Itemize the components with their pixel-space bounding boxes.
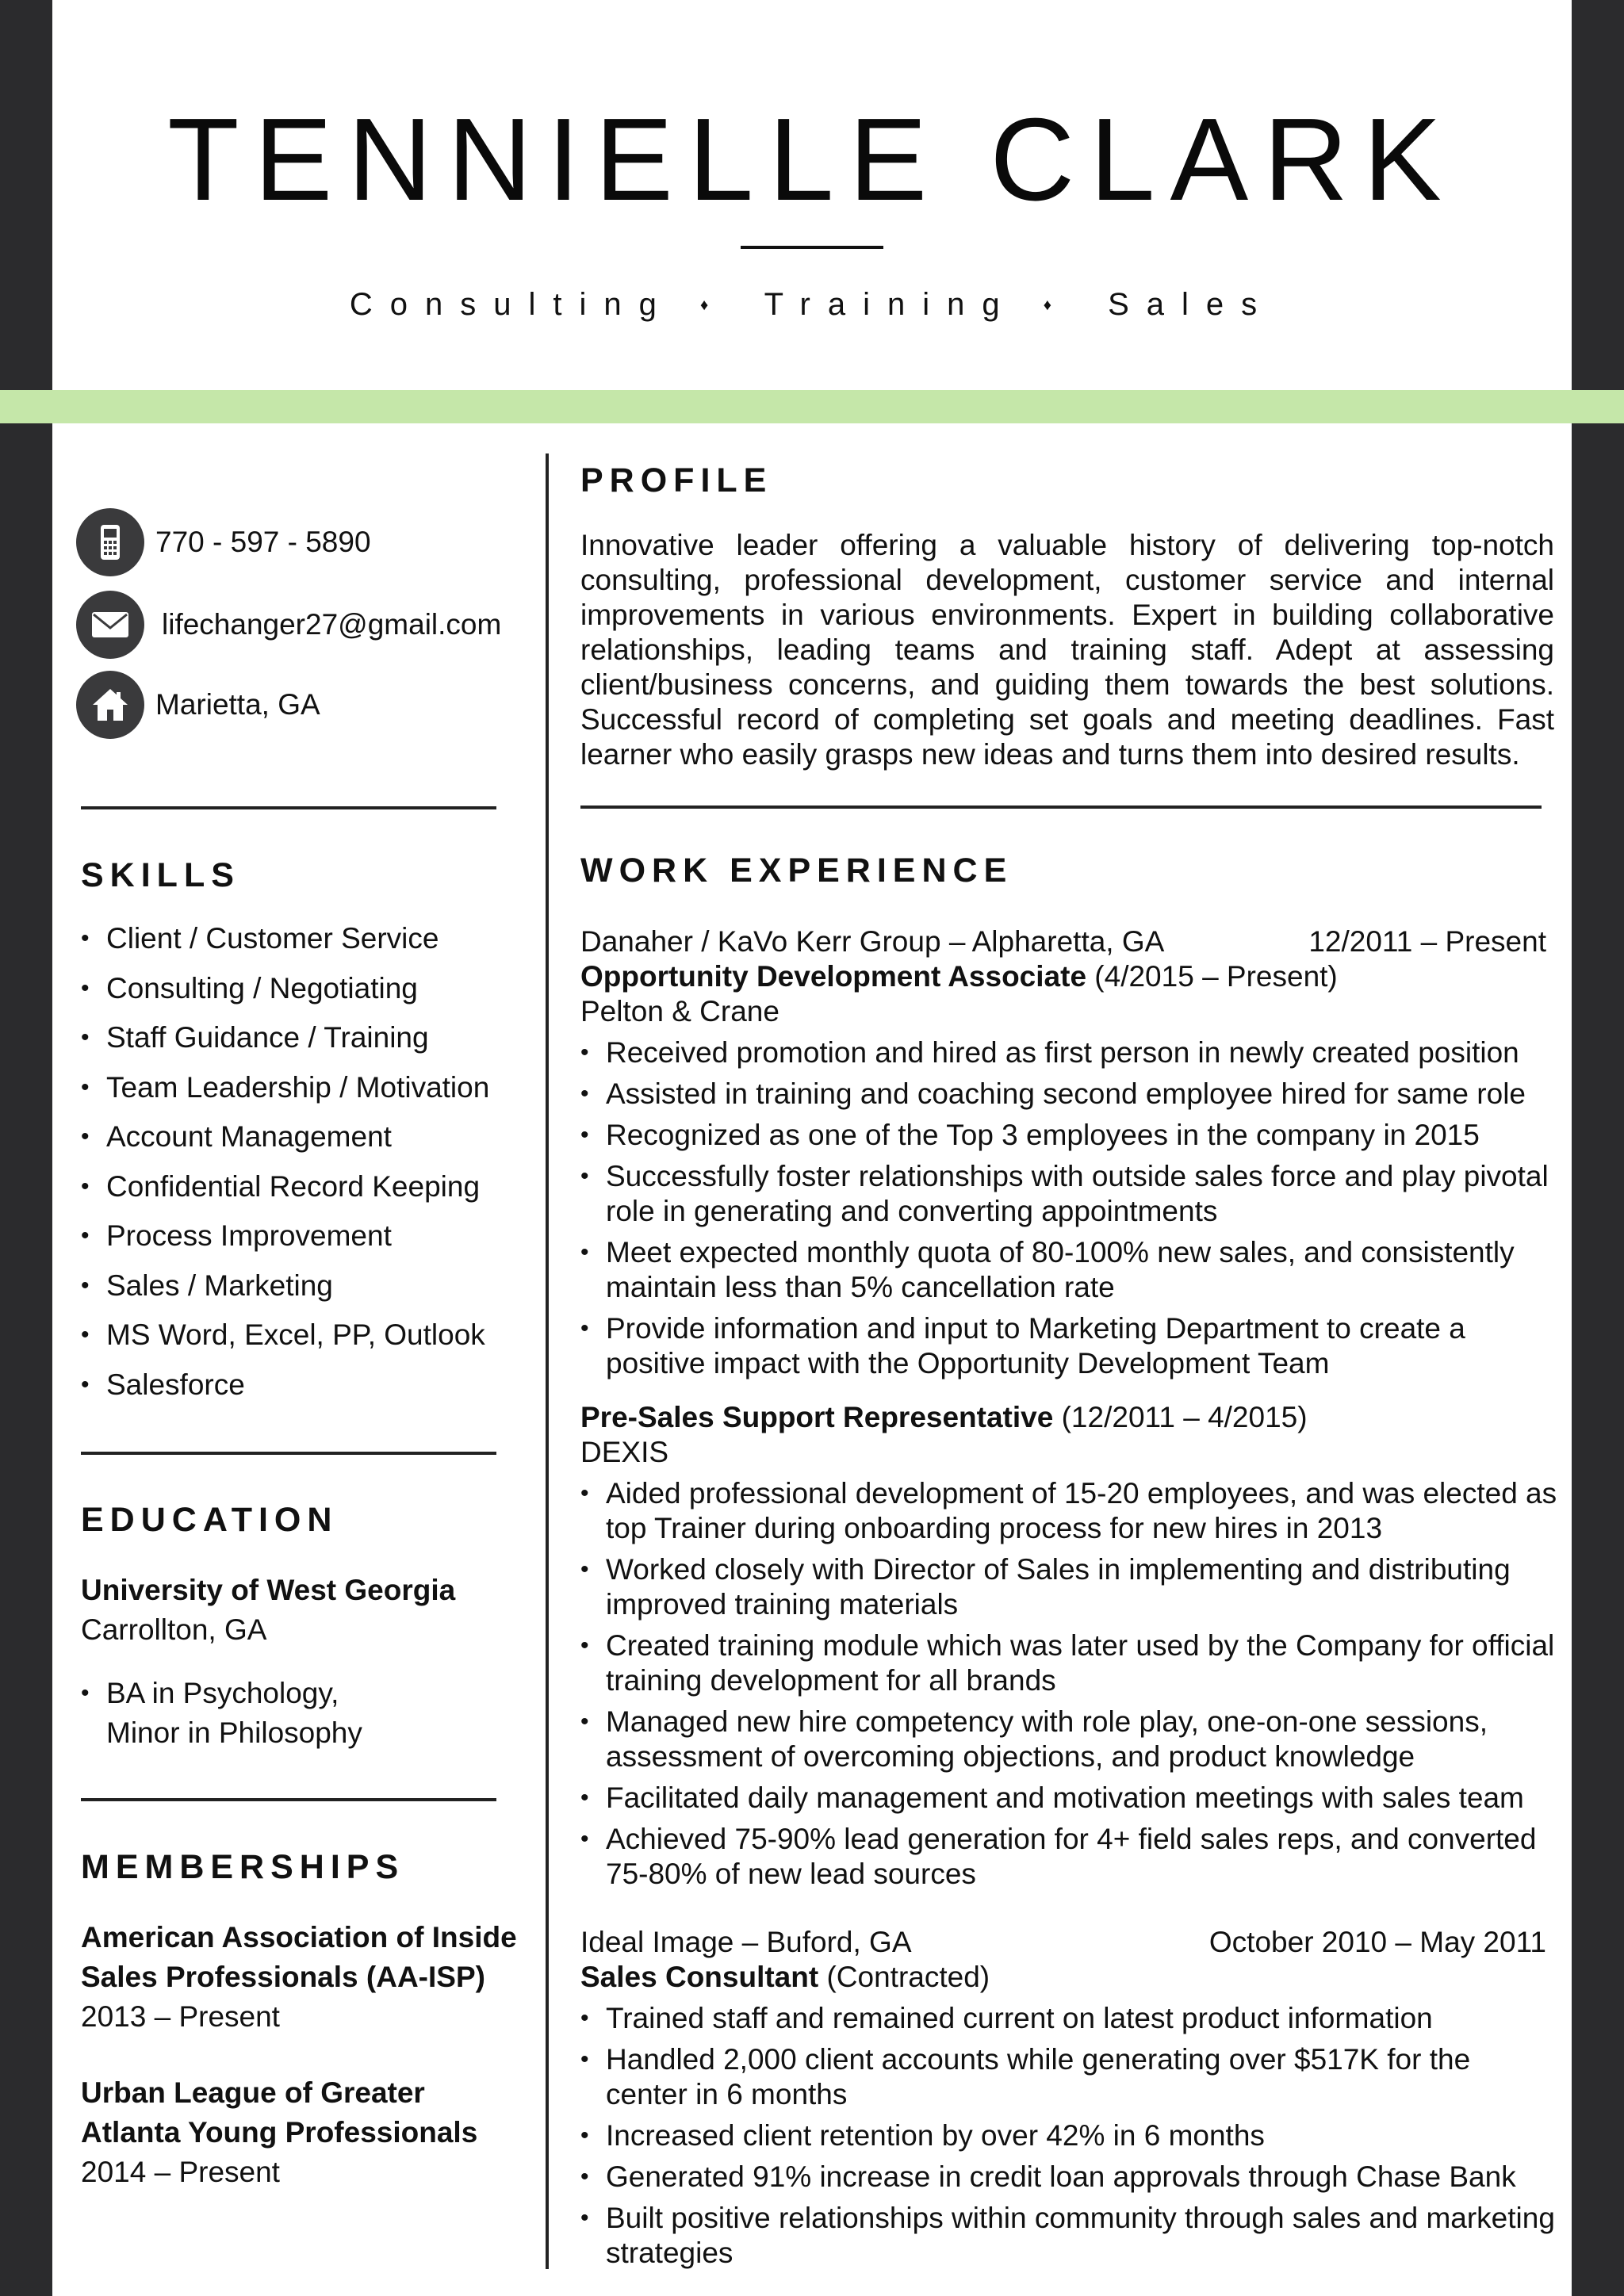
responsibility-item: • Recognized as one of the Top 3 employees in the company in 2015 <box>580 1118 1557 1153</box>
membership-name: Sales Professionals (AA-ISP) <box>81 1961 485 1993</box>
responsibility-item: • Handled 2,000 client accounts while generating over $517K for the center in 6 months <box>580 2042 1557 2112</box>
responsibility-item: • Achieved 75-90% lead generation for 4+ field sales reps, and converted 75-80% of new lead sources <box>580 1822 1557 1892</box>
contact-phone <box>76 508 371 576</box>
resume-header <box>52 0 1572 390</box>
business-unit: Pelton & Crane <box>580 995 779 1027</box>
responsibility-item: • Aided professional development of 15-20 employees, and was elected as top Trainer during onboarding process for new hires in 2013 <box>580 1476 1557 1546</box>
responsibility-item: • Built positive relationships within community through sales and marketing strategies <box>580 2201 1557 2271</box>
divider <box>81 1452 496 1455</box>
skill-item: • Consulting / Negotiating <box>81 971 541 1006</box>
responsibility-list <box>580 1035 1557 1387</box>
degree-minor: Minor in Philosophy <box>106 1716 362 1749</box>
education-heading: EDUCATION <box>81 1501 339 1539</box>
phone-number: 770 - 597 - 5890 <box>155 526 371 558</box>
responsibility-item: • Created training module which was later used by the Company for official training development for all brands <box>580 1628 1557 1698</box>
tagline-item: Consulting <box>349 287 674 322</box>
responsibility-item: • Received promotion and hired as first person in newly created position <box>580 1035 1557 1070</box>
skill-item: • MS Word, Excel, PP, Outlook <box>81 1318 541 1353</box>
job-title: Pre-Sales Support Representative <box>580 1401 1054 1433</box>
skill-item: • Team Leadership / Motivation <box>81 1070 541 1105</box>
diamond-icon: ♦ <box>699 297 726 314</box>
job-title: Opportunity Development Associate <box>580 960 1087 993</box>
profile-summary: Innovative leader offering a valuable history of delivering top-notch consulting, professional development, customer service and internal improvements in various environments. Expert in building collaborative relationships, leading teams and training staff. Adept at assessing client/business concerns, and guiding them towards the best solutions. Successful record of completing set goals and meeting deadlines. Fast learner who easily grasps new ideas and turns them into desired results. <box>580 529 1554 771</box>
responsibility-item: • Assisted in training and coaching second employee hired for same role <box>580 1077 1557 1112</box>
business-unit: DEXIS <box>580 1436 669 1468</box>
membership-dates: 2013 – Present <box>81 2000 280 2033</box>
employment-dates: 12/2011 – Present <box>1308 925 1546 958</box>
location: Marietta, GA <box>155 688 320 721</box>
skills-heading: SKILLS <box>81 856 240 894</box>
tagline <box>52 287 1572 323</box>
skill-item: • Confidential Record Keeping <box>81 1169 541 1204</box>
membership-name: Urban League of Greater <box>81 2076 425 2109</box>
responsibility-item: • Trained staff and remained current on latest product information <box>580 2001 1557 2036</box>
column-divider <box>546 453 549 2269</box>
responsibility-item: • Increased client retention by over 42% in 6 months <box>580 2118 1557 2153</box>
divider <box>81 1798 496 1801</box>
responsibility-list <box>580 1476 1557 1898</box>
responsibility-item: • Facilitated daily management and motivation meetings with sales team <box>580 1781 1557 1816</box>
right-border <box>1572 0 1624 2296</box>
school-name: University of West Georgia <box>81 1574 456 1606</box>
job-title-line <box>580 959 1338 994</box>
job-dates: (12/2011 – 4/2015) <box>1053 1401 1308 1433</box>
responsibility-item: • Provide information and input to Marketing Department to create a positive impact with the Opportunity Development Team <box>580 1311 1557 1381</box>
email-address: lifechanger27@gmail.com <box>162 608 502 641</box>
responsibility-item: • Managed new hire competency with role play, one-on-one sessions, assessment of overcoming objections, and product knowledge <box>580 1705 1557 1774</box>
job-title-line <box>580 1960 990 1995</box>
skills-list <box>81 921 541 1417</box>
skill-item: • Client / Customer Service <box>81 921 541 956</box>
accent-stripe <box>0 390 1624 423</box>
responsibility-item: • Worked closely with Director of Sales in implementing and distributing improved training materials <box>580 1552 1557 1622</box>
memberships-heading: MEMBERSHIPS <box>81 1848 405 1886</box>
responsibility-item: • Meet expected monthly quota of 80-100% new sales, and consistently maintain less than 5% cancellation rate <box>580 1235 1557 1305</box>
job-title-line <box>580 1400 1308 1435</box>
tagline-item: Training <box>764 287 1017 322</box>
job-dates: (4/2015 – Present) <box>1086 960 1338 993</box>
left-border <box>0 0 52 2296</box>
employer: Danaher / KaVo Kerr Group – Alpharetta, GA <box>580 925 1165 958</box>
tagline-item: Sales <box>1108 287 1275 322</box>
degree-major: BA in Psychology, <box>106 1677 339 1709</box>
work-heading: WORK EXPERIENCE <box>580 851 1013 890</box>
membership-name: American Association of Inside <box>81 1921 517 1954</box>
job-title: Sales Consultant <box>580 1961 819 1993</box>
contact-location <box>76 671 320 739</box>
responsibility-item: • Successfully foster relationships with outside sales force and play pivotal role in generating and converting appointments <box>580 1159 1557 1229</box>
membership-name: Atlanta Young Professionals <box>81 2116 478 2149</box>
divider <box>580 806 1542 809</box>
responsibility-item: • Generated 91% increase in credit loan approvals through Chase Bank <box>580 2160 1557 2195</box>
employment-dates: October 2010 – May 2011 <box>1208 1926 1546 1958</box>
membership-dates: 2014 – Present <box>81 2156 280 2188</box>
responsibility-list <box>580 2001 1557 2277</box>
profile-heading: PROFILE <box>580 461 773 499</box>
email-icon <box>76 591 144 659</box>
home-icon <box>76 671 144 739</box>
diamond-icon: ♦ <box>1043 297 1069 314</box>
skill-item: • Process Improvement <box>81 1219 541 1253</box>
divider <box>81 806 496 809</box>
job-note: (Contracted) <box>818 1961 990 1993</box>
school-location: Carrollton, GA <box>81 1613 267 1646</box>
contact-email <box>76 591 501 659</box>
skill-item: • Salesforce <box>81 1368 541 1402</box>
name-underline <box>741 246 883 249</box>
skill-item: • Account Management <box>81 1119 541 1154</box>
skill-item: • Staff Guidance / Training <box>81 1020 541 1055</box>
candidate-name: TENNIELLE CLARK <box>167 94 1457 225</box>
phone-icon <box>76 508 144 576</box>
degree-item <box>81 1676 525 1751</box>
employer: Ideal Image – Buford, GA <box>580 1926 912 1958</box>
degree-list <box>81 1676 525 1751</box>
skill-item: • Sales / Marketing <box>81 1269 541 1303</box>
